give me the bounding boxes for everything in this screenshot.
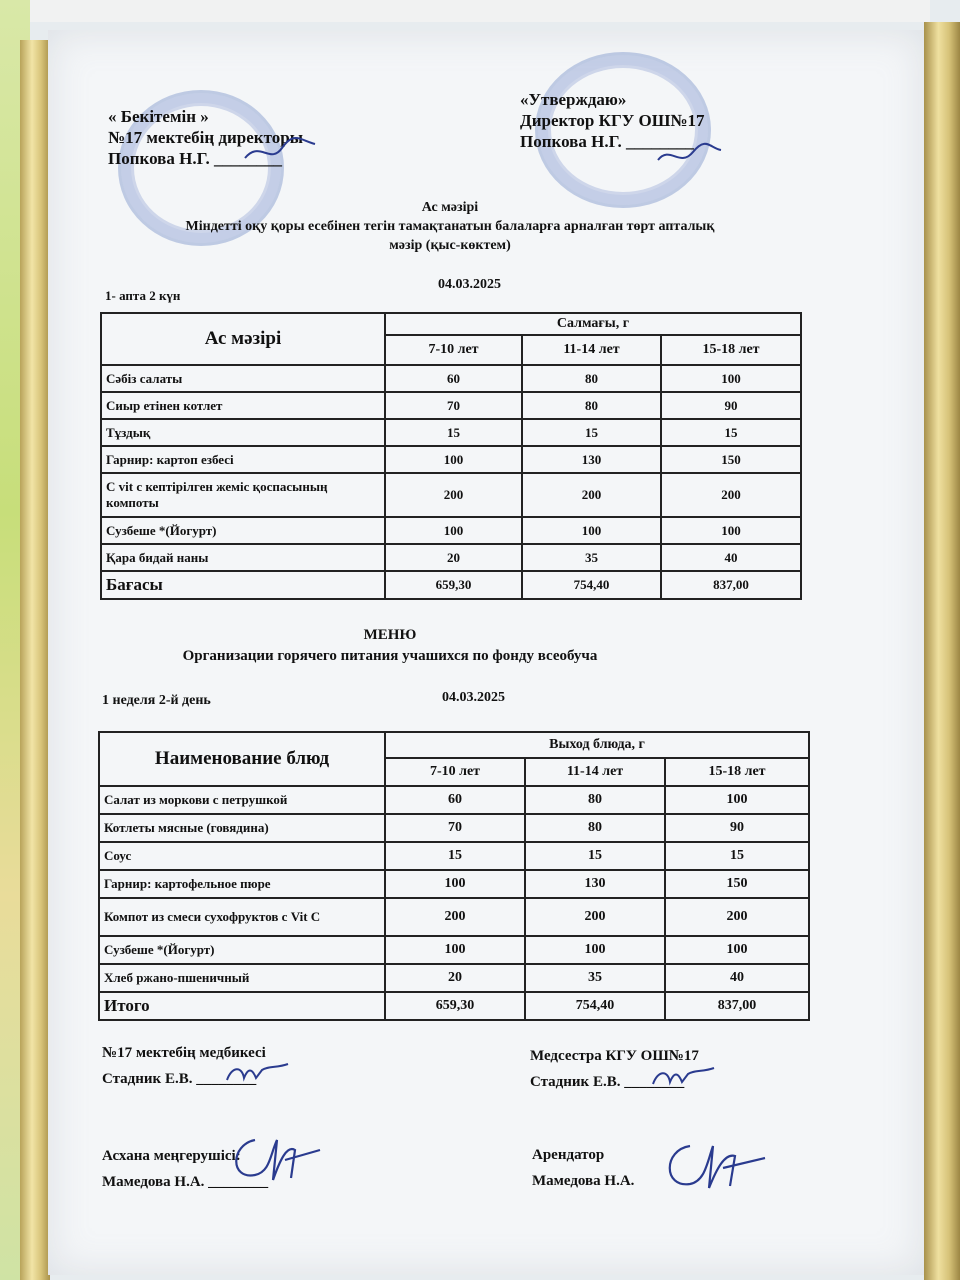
ru-portion-value: 100: [665, 786, 809, 814]
kz-dish-row: [101, 419, 801, 446]
ru-menu-table: [98, 731, 810, 1021]
kz-dish-name: Гарнир: картоп езбесі: [101, 446, 385, 473]
ru-dish-row: [99, 870, 809, 898]
top-strip: [30, 0, 930, 22]
approval-left-line2: №17 мектебің директоры: [108, 128, 303, 147]
ru-portion-value: 80: [525, 786, 665, 814]
ru-total-value: 837,00: [665, 992, 809, 1020]
kz-total-label: Бағасы: [101, 571, 385, 599]
kz-dish-row: [101, 517, 801, 544]
ru-portion-value: 200: [665, 898, 809, 936]
footer-left-canteen-name: Мамедова Н.А. ________: [102, 1174, 269, 1190]
kz-menu-table: [100, 312, 802, 600]
frame-left-edge: [20, 40, 50, 1280]
footer-right-nurse-title: Медсестра КГУ ОШ№17: [530, 1048, 699, 1064]
kz-portion-value: 100: [661, 517, 801, 544]
ru-dish-row: [99, 814, 809, 842]
nurse-signature-right: [648, 1062, 718, 1092]
ru-portion-value: 15: [385, 842, 525, 870]
kz-portion-value: 90: [661, 392, 801, 419]
kz-age-group-header: 7-10 лет: [385, 335, 522, 365]
approval-right-line3: Попкова Н.Г. ________: [520, 132, 694, 151]
footer-left-canteen-title: Асхана меңгерушісі:: [102, 1148, 241, 1164]
ru-title: МЕНЮ: [363, 627, 417, 643]
frame-right-edge: [924, 22, 960, 1280]
ru-age-group-header: 7-10 лет: [385, 758, 525, 786]
kz-dish-name: Қара бидай наны: [101, 544, 385, 571]
approval-right-line2: Директор КГУ ОШ№17: [520, 111, 705, 130]
ru-portion-value: 40: [665, 964, 809, 992]
ru-header-row: [99, 732, 809, 758]
kz-dish-name-header: Ас мәзірі: [101, 313, 385, 365]
kz-total-value: 659,30: [385, 571, 522, 599]
ru-subtitle: Организации горячего питания учашихся по фонду всеобуча: [182, 648, 598, 664]
kz-portion-value: 100: [522, 517, 661, 544]
kz-menu-title: [100, 198, 800, 255]
kz-week-day: 1- апта 2 күн: [105, 288, 181, 303]
ru-portion-value: 90: [665, 814, 809, 842]
kz-portion-value: 15: [661, 419, 801, 446]
footer-left-nurse-name: Стадник Е.В. ________: [102, 1071, 257, 1087]
ru-dish-name: Сузбеше *(Йогурт): [99, 936, 385, 964]
kz-portion-value: 150: [661, 446, 801, 473]
kz-dish-row: [101, 392, 801, 419]
kz-total-value: 754,40: [522, 571, 661, 599]
ru-portion-value: 200: [525, 898, 665, 936]
kz-dish-name: Сәбіз салаты: [101, 365, 385, 392]
footer-right-nurse-name: Стадник Е.В. ________: [530, 1074, 685, 1090]
ru-dish-row: [99, 842, 809, 870]
ru-dish-row: [99, 898, 809, 936]
ru-menu-title: [100, 625, 680, 667]
kz-subtitle-line1: Міндетті оқу қоры есебінен тегін тамақтанатын балаларға арналған төрт апталық: [185, 219, 715, 234]
kz-date: 04.03.2025: [438, 277, 501, 292]
footer-left-nurse-title: №17 мектебің медбикесі: [102, 1045, 266, 1061]
kz-portion-value: 200: [385, 473, 522, 517]
ru-dish-name-header: Наименование блюд: [99, 732, 385, 786]
kz-portion-value: 15: [385, 419, 522, 446]
kz-dish-name: Тұздық: [101, 419, 385, 446]
ru-portion-value: 60: [385, 786, 525, 814]
ru-portion-value: 35: [525, 964, 665, 992]
kz-portion-value: 15: [522, 419, 661, 446]
canteen-signature-left: [225, 1120, 325, 1190]
approval-left-line3: Попкова Н.Г. ________: [108, 149, 282, 168]
ru-dish-name: Хлеб ржано-пшеничный: [99, 964, 385, 992]
approval-right-line1: «Утверждаю»: [520, 90, 627, 109]
kz-portion-value: 35: [522, 544, 661, 571]
kz-portion-value: 130: [522, 446, 661, 473]
nurse-signature-left: [222, 1058, 292, 1088]
kz-total-value: 837,00: [661, 571, 801, 599]
ru-portion-value: 100: [665, 936, 809, 964]
ru-dish-name: Котлеты мясные (говядина): [99, 814, 385, 842]
ru-portion-value: 150: [665, 870, 809, 898]
kz-dish-name: Сиыр етінен котлет: [101, 392, 385, 419]
ru-portion-value: 130: [525, 870, 665, 898]
kz-dish-name: С vit с кептірілген жеміс қоспасының компоты: [101, 473, 385, 517]
ru-portion-value: 100: [385, 870, 525, 898]
ru-portion-value: 200: [385, 898, 525, 936]
kz-portion-value: 60: [385, 365, 522, 392]
kz-portion-value: 200: [522, 473, 661, 517]
ru-age-group-header: 15-18 лет: [665, 758, 809, 786]
kz-portion-value: 70: [385, 392, 522, 419]
kz-portion-value: 40: [661, 544, 801, 571]
kz-dish-row: [101, 544, 801, 571]
kz-portion-value: 100: [385, 446, 522, 473]
ru-dish-name: Гарнир: картофельное пюре: [99, 870, 385, 898]
ru-dish-name: Соус: [99, 842, 385, 870]
ru-dish-row: [99, 786, 809, 814]
kz-portion-value: 80: [522, 365, 661, 392]
kz-portion-value: 100: [385, 517, 522, 544]
kz-dish-row: [101, 446, 801, 473]
ru-total-value: 659,30: [385, 992, 525, 1020]
ru-portion-value: 15: [525, 842, 665, 870]
kz-portion-value: 20: [385, 544, 522, 571]
footer-right-tenant-title: Арендатор: [532, 1147, 605, 1163]
kz-total-row: [101, 571, 801, 599]
kz-portion-value: 80: [522, 392, 661, 419]
kz-dish-row: [101, 365, 801, 392]
ru-portion-value: 100: [385, 936, 525, 964]
ru-dish-name: Салат из моркови с петрушкой: [99, 786, 385, 814]
kz-subtitle-line2: мәзір (қыс-көктем): [389, 238, 511, 253]
ru-total-row: [99, 992, 809, 1020]
ru-dish-row: [99, 936, 809, 964]
kz-header-row: [101, 313, 801, 335]
director-signature-right: [655, 140, 725, 170]
tenant-signature-right: [655, 1128, 770, 1198]
kz-portion-value: 100: [661, 365, 801, 392]
approval-left-line1: « Бекітемін »: [108, 107, 209, 126]
kz-dish-name: Сузбеше *(Йогурт): [101, 517, 385, 544]
ru-portion-value: 100: [525, 936, 665, 964]
kz-dish-row: [101, 473, 801, 517]
ru-portion-value: 15: [665, 842, 809, 870]
ru-date: 04.03.2025: [442, 690, 505, 705]
footer-right-tenant: [532, 1142, 634, 1194]
kz-portion-value: 200: [661, 473, 801, 517]
ru-weight-header: Выход блюда, г: [385, 732, 809, 758]
kz-age-group-header: 15-18 лет: [661, 335, 801, 365]
ru-portion-value: 70: [385, 814, 525, 842]
footer-right-tenant-name: Мамедова Н.А.: [532, 1173, 635, 1189]
ru-total-label: Итого: [99, 992, 385, 1020]
kz-weight-header: Салмағы, г: [385, 313, 801, 335]
director-signature-left: [240, 130, 320, 170]
ru-week-day: 1 неделя 2-й день: [102, 693, 211, 708]
ru-dish-name: Компот из смеси сухофруктов с Vit C: [99, 898, 385, 936]
ru-portion-value: 80: [525, 814, 665, 842]
kz-age-group-header: 11-14 лет: [522, 335, 661, 365]
ru-total-value: 754,40: [525, 992, 665, 1020]
kz-title: Ас мәзірі: [421, 200, 479, 215]
ru-age-group-header: 11-14 лет: [525, 758, 665, 786]
ru-portion-value: 20: [385, 964, 525, 992]
ru-dish-row: [99, 964, 809, 992]
